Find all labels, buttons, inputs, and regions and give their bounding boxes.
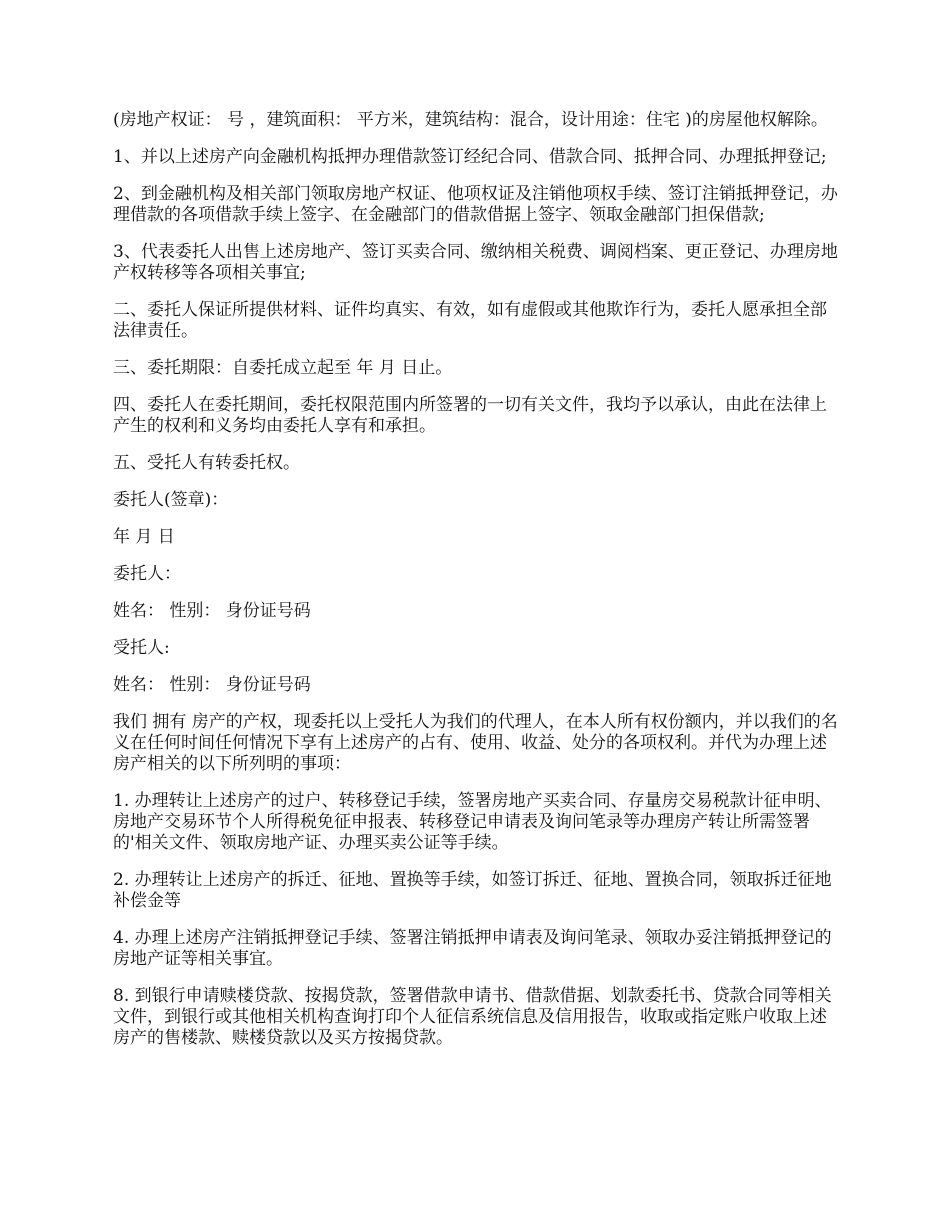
paragraph-item-1-mortgage: 1、并以上述房产向金融机构抵押办理借款签订经纪合同、借款合同、抵押合同、办理抵押登记; [113,147,827,167]
paragraph-item-1-transfer: 1. 办理转让上述房产的过户、转移登记手续，签署房地产买卖合同、存量房交易税款计征申明、房地产交易环节个人所得税免征申报表、转移登记申请表及询问笔录等办理房产转让所需签署的'相关文件、领取房地产证、办理买卖公证等手续。 [113,791,832,853]
paragraph-section-4-acknowledgement: 四、委托人在委托期间，委托权限范围内所签署的一切有关文件，我均予以承认，由此在法律上产生的权利和义务均由委托人享有和承担。 [113,395,827,436]
paragraph-item-3-sale: 3、代表委托人出售上述房地产、签订买卖合同、缴纳相关税费、调阅档案、更正登记、办理房地产权转移等各项相关事宜; [113,242,838,283]
paragraph-property-certificate: (房地产权证： 号 ，建筑面积： 平方米，建筑结构：混合，设计用途：住宅 )的房屋他权解除。 [113,110,828,130]
agent-identity-line: 姓名： 性别： 身份证号码 [113,675,311,695]
paragraph-item-2-relocation: 2. 办理转让上述房产的拆迁、征地、置换等手续，如签订拆迁、征地、置换合同，领取拆迁征地补偿金等 [113,870,832,911]
agent-label: 受托人: [113,638,170,658]
document-body [113,110,843,1065]
paragraph-section-3-term: 三、委托期限：自委托成立起至 年 月 日止。 [113,358,453,378]
principal-signature-line: 委托人(签章)： [113,490,229,510]
paragraph-section-5-subdelegation: 五、受托人有转委托权。 [113,453,300,473]
paragraph-ownership-authorization: 我们 拥有 房产的产权，现委托以上受托人为我们的代理人，在本人所有权份额内，并以我们的名义在任何时间任何情况下享有上述房产的占有、使用、收益、处分的各项权利。并代为办理上述房产相关的以下所列明的事项： [113,712,838,774]
paragraph-item-4-cancel-mortgage: 4. 办理上述房产注销抵押登记手续、签署注销抵押申请表及询问笔录、领取办妥注销抵押登记的房地产证等相关事宜。 [113,928,832,969]
paragraph-item-2-financial: 2、到金融机构及相关部门领取房地产权证、他项权证及注销他项权手续、签订注销抵押登记，办理借款的各项借款手续上签字、在金融部门的借款借据上签字、领取金融部门担保借款; [113,184,838,225]
principal-label: 委托人： [113,564,181,584]
principal-identity-line: 姓名： 性别： 身份证号码 [113,601,311,621]
paragraph-section-2-guarantee: 二、委托人保证所提供材料、证件均真实、有效，如有虚假或其他欺诈行为，委托人愿承担全部法律责任。 [113,300,827,341]
paragraph-item-8-bank-loan: 8. 到银行申请赎楼贷款、按揭贷款，签署借款申请书、借款借据、划款委托书、贷款合同等相关文件，到银行或其他相关机构查询打印个人征信系统信息及信用报告，收取或指定账户收取上述房产的售楼款、赎楼贷款以及买方按揭贷款。 [113,986,832,1048]
date-line: 年 月 日 [113,527,175,547]
